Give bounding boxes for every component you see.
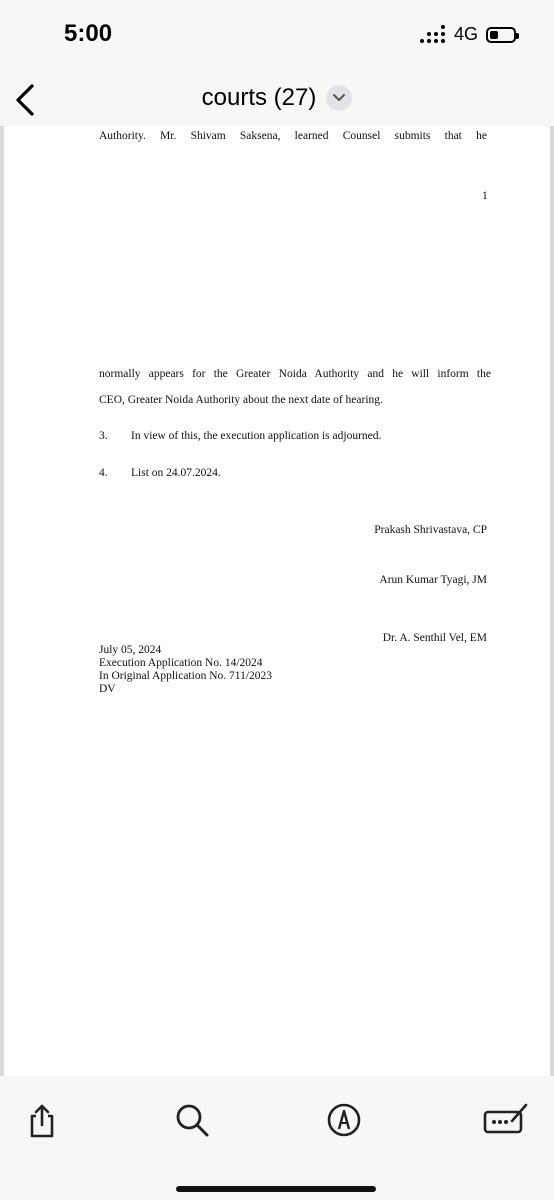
markup-button[interactable] (324, 1100, 364, 1140)
battery-icon (486, 27, 516, 43)
home-indicator (176, 1186, 376, 1192)
footer-original-no: In Original Application No. 711/2023 (99, 670, 273, 682)
title-wrap (0, 84, 554, 112)
annotate-button[interactable] (482, 1100, 530, 1140)
item-3-text: In view of this, the execution application is adjourned. (131, 430, 382, 442)
title-dropdown-button[interactable] (326, 85, 352, 111)
footer-execution-no: Execution Application No. 14/2024 (99, 657, 263, 669)
nav-bar (0, 74, 554, 126)
annotate-icon (482, 1100, 530, 1140)
item-4-text: List on 24.07.2024. (131, 467, 221, 479)
search-button[interactable] (172, 1100, 212, 1140)
signal-icon (420, 25, 446, 44)
word: Authority. (99, 130, 146, 142)
word: learned (294, 130, 329, 142)
chevron-down-icon (332, 93, 346, 103)
word: submits (394, 130, 431, 142)
word: Counsel (342, 130, 381, 142)
footer-date: July 05, 2024 (99, 644, 162, 656)
signatory-3: Dr. A. Senthil Vel, EM (382, 632, 487, 644)
page-number: 1 (482, 190, 488, 202)
word: Mr. (160, 130, 177, 142)
document-viewer[interactable] (0, 126, 554, 1076)
status-indicators (420, 24, 516, 45)
paragraph-line-2: CEO, Greater Noida Authority about the next date of hearing. (99, 394, 383, 406)
document-page-1 (4, 126, 550, 269)
markup-icon (324, 1100, 364, 1140)
word: he (476, 130, 487, 142)
text-line-authority (99, 130, 487, 142)
item-4-number: 4. (99, 467, 108, 479)
footer-initials: DV (99, 683, 116, 695)
search-icon (172, 1100, 212, 1140)
word: that (444, 130, 462, 142)
battery-level (490, 31, 498, 39)
signatory-2: Arun Kumar Tyagi, JM (379, 574, 487, 586)
order-footer (99, 644, 272, 696)
bottom-toolbar (0, 1076, 554, 1200)
document-page-2 (4, 252, 550, 1076)
share-icon (22, 1100, 62, 1140)
paragraph-line-1: normally appears for the Greater Noida Authority and he will inform the (99, 368, 491, 380)
status-time: 5:00 (64, 20, 113, 47)
status-bar (0, 0, 554, 74)
signatory-1: Prakash Shrivastava, CP (374, 524, 487, 536)
network-type: 4G (453, 24, 478, 44)
share-button[interactable] (22, 1100, 62, 1140)
item-3-number: 3. (99, 430, 108, 442)
word: Saksena, (239, 130, 281, 142)
word: Shivam (190, 130, 226, 142)
document-title: courts (27) (201, 84, 317, 111)
